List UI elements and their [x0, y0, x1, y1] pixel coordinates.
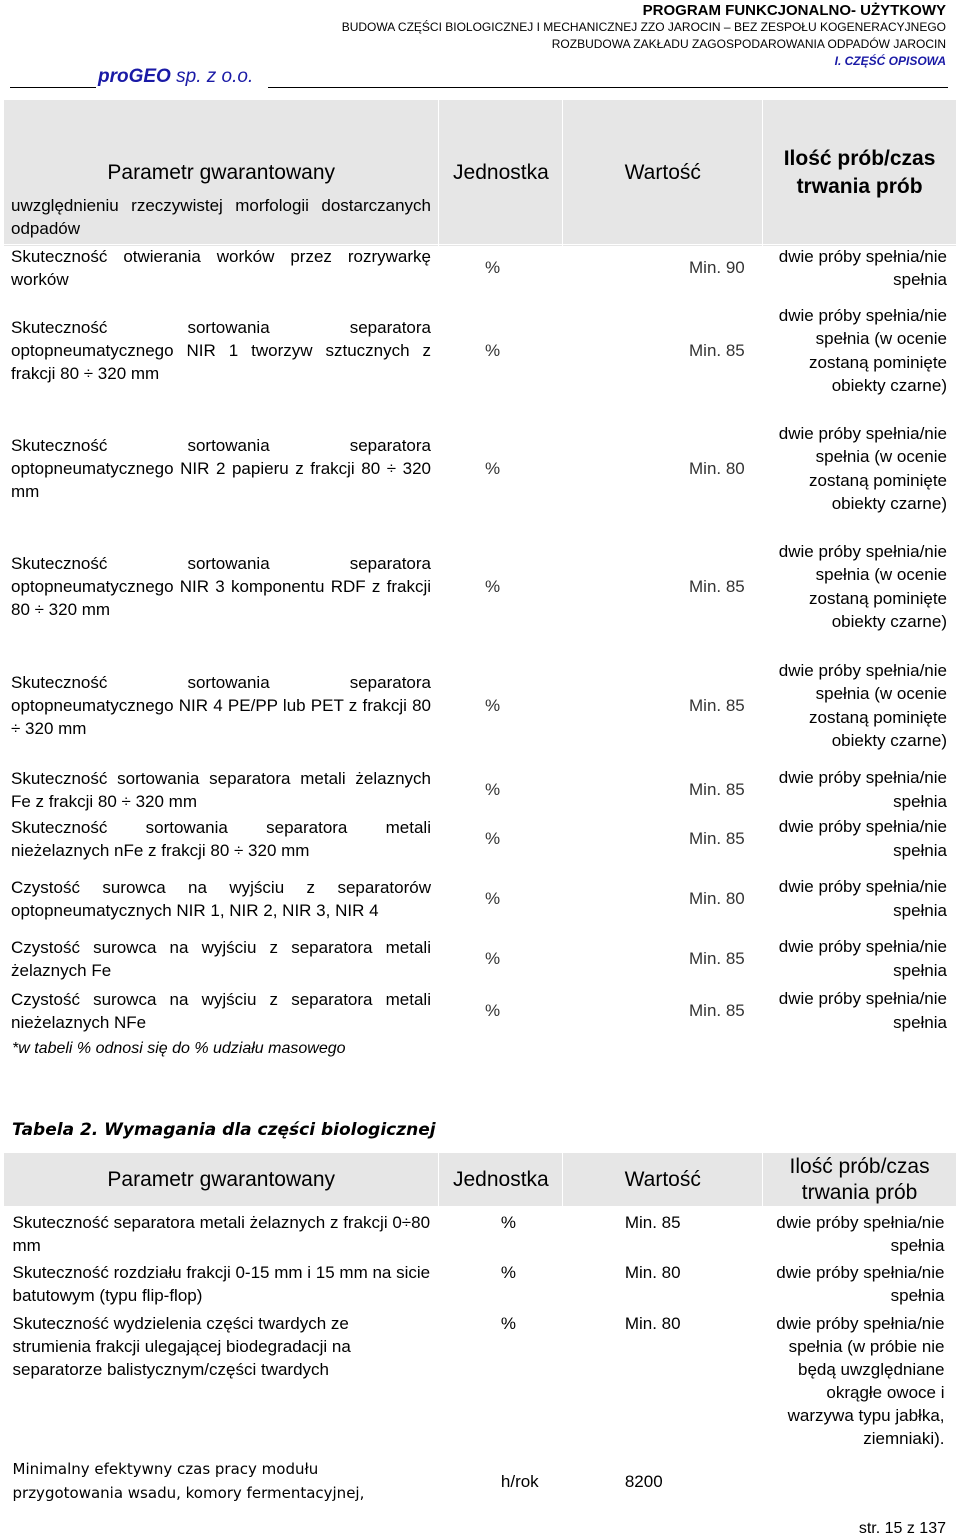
- row-parameter: Skuteczność sortowania separatora optopneumatycznego NIR 4 PE/PP lub PET z frakcji 80 ÷ 320 mm: [3, 646, 439, 766]
- row-parameter: Skuteczność sortowania separatora optopneumatycznego NIR 3 komponentu RDF z frakcji 80 ÷ 320 mm: [3, 528, 439, 646]
- row-count: dwie próby spełnia/nie spełnia: [763, 814, 957, 864]
- header-count: Ilość prób/czas trwania prób: [763, 1153, 957, 1207]
- row-unit: %: [439, 984, 563, 1038]
- header-line-2: ROZBUDOWA ZAKŁADU ZAGOSPODAROWANIA ODPADÓW JAROCIN: [551, 37, 946, 51]
- row-unit: %: [500, 1213, 517, 1232]
- row-unit: %: [439, 244, 563, 292]
- table-row: [3, 528, 957, 646]
- table-note: *w tabeli % odnosi się do % udziału masowego: [12, 1040, 346, 1057]
- table-row: [3, 244, 957, 292]
- table-row: [4, 1450, 957, 1508]
- row-unit: %: [439, 814, 563, 864]
- row-unit: %: [500, 1314, 517, 1333]
- row-unit: %: [439, 410, 563, 528]
- row-value: [563, 190, 763, 244]
- page-number: str. 15 z 137: [858, 1520, 946, 1537]
- table-row: [3, 814, 957, 864]
- row-count: dwie próby spełnia/nie spełnia: [776, 1213, 945, 1255]
- company-name-rest: sp. z o.o.: [170, 66, 254, 87]
- row-count: dwie próby spełnia/nie spełnia: [763, 864, 957, 934]
- header-rule-right: [268, 87, 948, 88]
- header-rule-left: [10, 87, 96, 88]
- header-parameter: Parametr gwarantowany: [4, 100, 439, 247]
- row-parameter: Skuteczność sortowania separatora metali nieżelaznych nFe z frakcji 80 ÷ 320 mm: [3, 814, 439, 864]
- header-section: I. CZĘŚĆ OPISOWA: [834, 54, 946, 68]
- row-value: Min. 85: [563, 934, 763, 984]
- row-unit: %: [439, 766, 563, 814]
- row-parameter: Skuteczność wydzielenia części twardych ze strumienia frakcji ulegającej biodegradacji na separatorze balistycznym/części twardych: [12, 1314, 351, 1379]
- row-unit: h/rok: [500, 1471, 539, 1491]
- header-value: Wartość: [563, 1153, 763, 1207]
- row-unit: %: [439, 646, 563, 766]
- table-caption: Tabela 2. Wymagania dla części biologicznej: [12, 1120, 436, 1140]
- row-parameter: Skuteczność sortowania separatora optopneumatycznego NIR 2 papieru z frakcji 80 ÷ 320 mm: [3, 410, 439, 528]
- table-row: [4, 1207, 957, 1258]
- row-parameter: Czystość surowca na wyjściu z separatora metali nieżelaznych NFe: [3, 984, 439, 1038]
- row-value: Min. 85: [563, 292, 763, 410]
- table-row: [3, 934, 957, 984]
- table-mechanical-body: [3, 190, 957, 1038]
- header-title: PROGRAM FUNKCJONALNO- UŻYTKOWY: [642, 2, 946, 19]
- row-parameter: Czystość surowca na wyjściu z separatorów optopneumatycznych NIR 1, NIR 2, NIR 3, NIR 4: [3, 864, 439, 934]
- row-value: Min. 80: [624, 1314, 681, 1333]
- row-count: dwie próby spełnia/nie spełnia (w ocenie zostaną pominięte obiekty czarne): [763, 646, 957, 766]
- row-parameter: Skuteczność otwierania worków przez rozrywarkę worków: [3, 244, 439, 292]
- row-value: Min. 85: [563, 814, 763, 864]
- row-count: dwie próby spełnia/nie spełnia: [763, 244, 957, 292]
- table-row: [3, 190, 957, 244]
- company-name-bold: proGEO: [98, 66, 171, 87]
- table-row: [4, 1257, 957, 1308]
- row-count: dwie próby spełnia/nie spełnia: [763, 766, 957, 814]
- row-value: Min. 85: [563, 766, 763, 814]
- row-value: Min. 80: [563, 864, 763, 934]
- row-count: [763, 190, 957, 244]
- row-value: Min. 80: [624, 1263, 681, 1282]
- header-unit: Jednostka: [439, 100, 563, 247]
- row-parameter: Skuteczność sortowania separatora metali żelaznych Fe z frakcji 80 ÷ 320 mm: [3, 766, 439, 814]
- row-value: Min. 85: [563, 984, 763, 1038]
- row-parameter: Skuteczność separatora metali żelaznych z frakcji 0÷80 mm: [12, 1213, 431, 1255]
- row-count: dwie próby spełnia/nie spełnia (w ocenie zostaną pominięte obiekty czarne): [763, 528, 957, 646]
- row-count: dwie próby spełnia/nie spełnia: [763, 984, 957, 1038]
- row-unit: %: [439, 864, 563, 934]
- row-value: 8200: [624, 1471, 663, 1491]
- header-parameter: Parametr gwarantowany: [4, 1153, 439, 1207]
- row-parameter: Skuteczność sortowania separatora optopneumatycznego NIR 1 tworzyw sztucznych z frakcji 80 ÷ 320 mm: [3, 292, 439, 410]
- row-count: dwie próby spełnia/nie spełnia (w próbie nie będą uwzględniane okrągłe owoce i warzywa typu jabłka, ziemniaki).: [776, 1314, 945, 1448]
- table-row: [3, 292, 957, 410]
- table-row: [4, 1308, 957, 1450]
- row-value: Min. 90: [563, 244, 763, 292]
- row-parameter: Minimalny efektywny czas pracy modułu przygotowania wsadu, komory fermentacyjnej,: [12, 1460, 365, 1502]
- table-biological: [3, 1152, 957, 1508]
- row-value: Min. 85: [624, 1213, 681, 1232]
- header-count: Ilość prób/czas trwania prób: [763, 100, 957, 247]
- row-unit: %: [439, 934, 563, 984]
- table-row: [3, 864, 957, 934]
- row-count: dwie próby spełnia/nie spełnia: [763, 934, 957, 984]
- row-parameter: Skuteczność rozdziału frakcji 0-15 mm i 15 mm na sicie batutowym (typu flip-flop): [12, 1263, 431, 1305]
- header-unit: Jednostka: [439, 1153, 563, 1207]
- table-row: [3, 646, 957, 766]
- row-value: Min. 85: [563, 528, 763, 646]
- row-value: Min. 85: [563, 646, 763, 766]
- row-count: [763, 1450, 957, 1508]
- row-unit: %: [439, 528, 563, 646]
- row-value: Min. 80: [563, 410, 763, 528]
- document-header: [342, 2, 946, 70]
- row-count: dwie próby spełnia/nie spełnia (w ocenie zostaną pominięte obiekty czarne): [763, 410, 957, 528]
- header-line-1: BUDOWA CZĘŚCI BIOLOGICZNEJ I MECHANICZNEJ ZZO JAROCIN – BEZ ZESPOŁU KOGENERACYJNEGO: [341, 20, 946, 34]
- row-count: dwie próby spełnia/nie spełnia (w ocenie zostaną pominięte obiekty czarne): [763, 292, 957, 410]
- header-value: Wartość: [563, 100, 763, 247]
- row-parameter: Czystość surowca na wyjściu z separatora metali żelaznych Fe: [3, 934, 439, 984]
- table-row: [3, 984, 957, 1038]
- row-unit: [439, 190, 563, 244]
- row-unit: %: [500, 1263, 517, 1282]
- row-parameter: uwzględnieniu rzeczywistej morfologii dostarczanych odpadów: [3, 190, 439, 244]
- table-row: [3, 410, 957, 528]
- table-header-row: [4, 1153, 957, 1207]
- company-name: [98, 66, 253, 88]
- row-unit: %: [439, 292, 563, 410]
- row-count: dwie próby spełnia/nie spełnia: [776, 1263, 945, 1305]
- table-row: [3, 766, 957, 814]
